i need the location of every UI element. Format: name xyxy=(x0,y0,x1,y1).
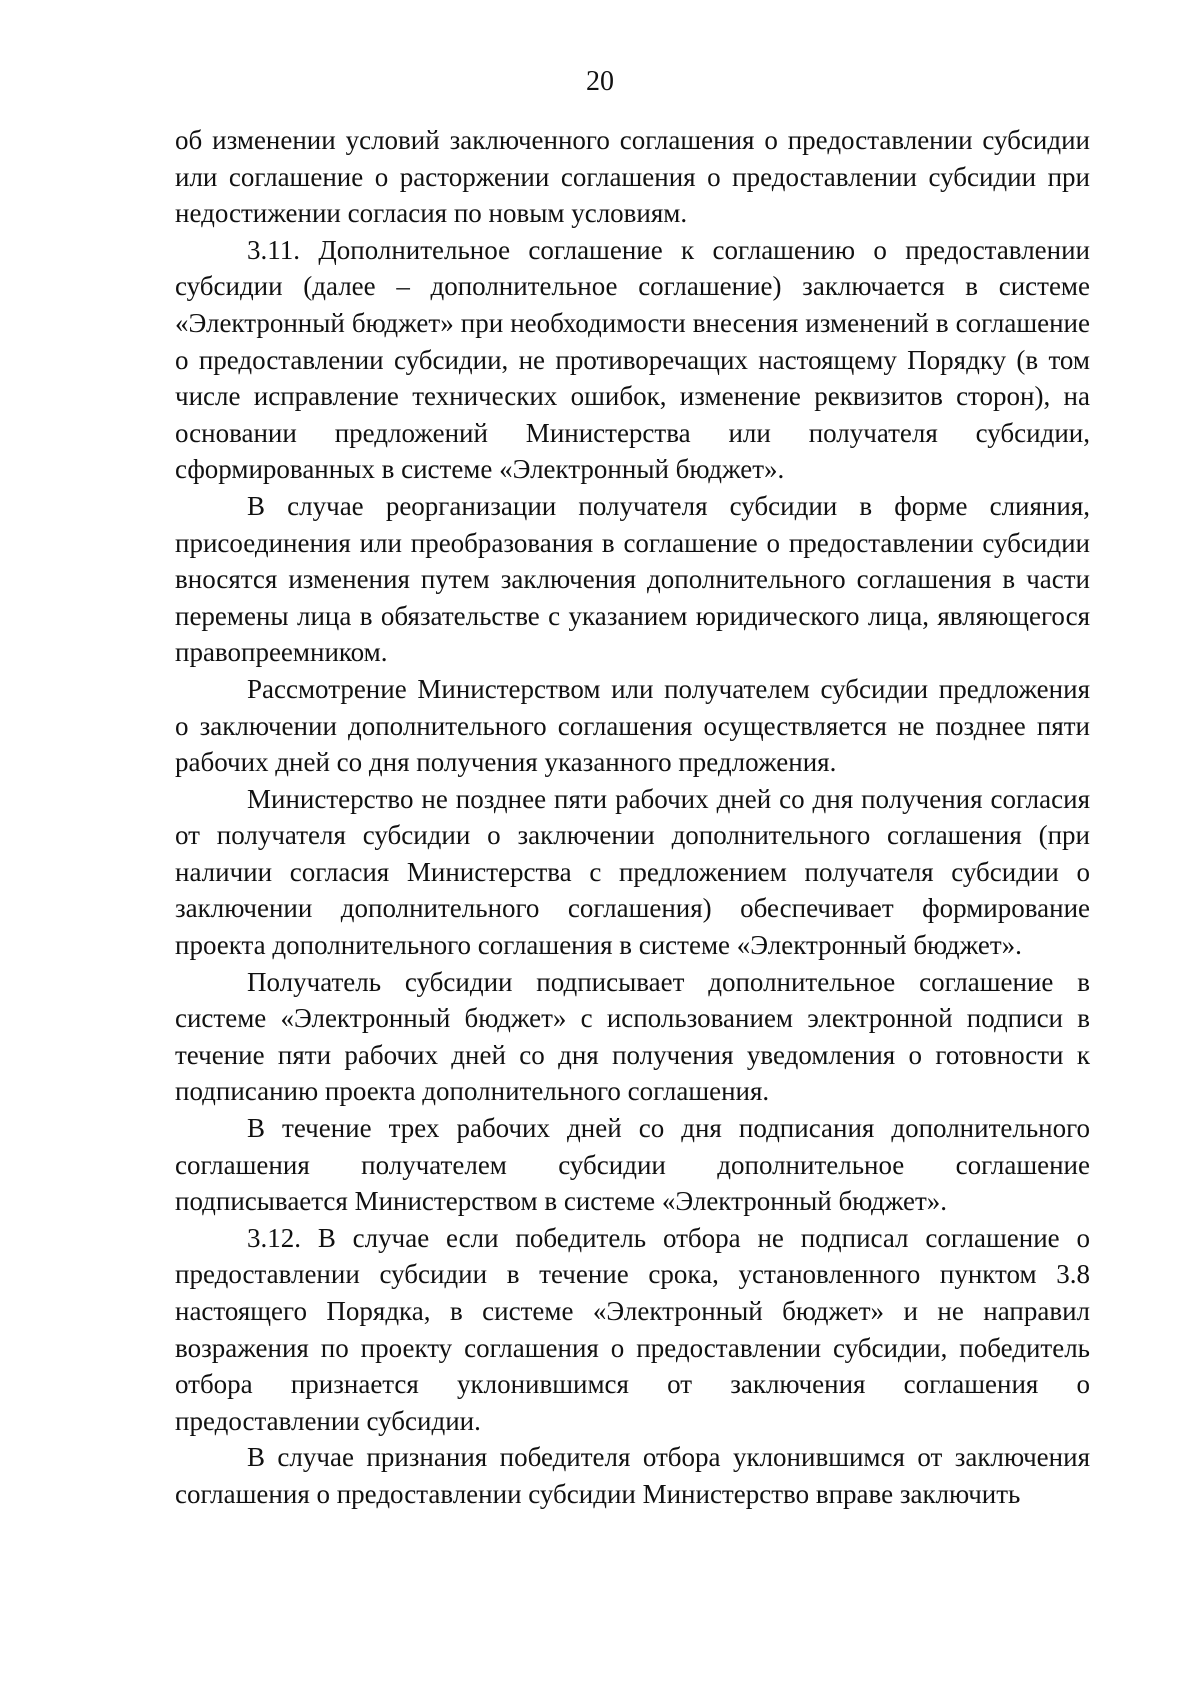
paragraph-ministry-draft: Министерство не позднее пяти рабочих дней со дня получения согласия от получателя субсидии о заключении дополнительного соглашения (при наличии согласия Министерства с предложением получателя субсидии о заключении дополнительного соглашения) обеспечивает формирование проекта дополнительного соглашения в системе «Электронный бюджет». xyxy=(175,783,1090,961)
paragraph-continuation: об изменении условий заключенного соглашения о предоставлении субсидии или соглашение о расторжении соглашения о предоставлении субсидии при недостижении согласия по новым условиям. xyxy=(175,125,1090,229)
paragraph-review: Рассмотрение Министерством или получателем субсидии предложения о заключении дополнительного соглашения осуществляется не позднее пяти рабочих дней со дня получения указанного предложения. xyxy=(175,673,1090,778)
paragraph-ministry-signs: В течение трех рабочих дней со дня подписания дополнительного соглашения получателем субсидии дополнительное соглашение подписывается Министерством в системе «Электронный бюджет». xyxy=(175,1113,1090,1217)
document-body xyxy=(175,122,1090,1513)
page-number: 20 xyxy=(586,66,614,97)
paragraph-recipient-signs: Получатель субсидии подписывает дополнительное соглашение в системе «Электронный бюджет» с использованием электронной подписи в течение пяти рабочих дней со дня получения уведомления о готовности к подписанию проекта дополнительного соглашения. xyxy=(175,966,1090,1107)
paragraph-reorganization: В случае реорганизации получателя субсидии в форме слияния, присоединения или преобразования в соглашение о предоставлении субсидии вносятся изменения путем заключения дополнительного соглашения в части перемены лица в обязательстве с указанием юридического лица, являющегося правопреемником. xyxy=(175,490,1090,668)
paragraph-3-12: 3.12. В случае если победитель отбора не подписал соглашение о предоставлении субсидии в течение срока, установленного пунктом 3.8 настоящего Порядка, в системе «Электронный бюджет» и не направил возражения по проекту соглашения о предоставлении субсидии, победитель отбора признается уклонившимся от заключения соглашения о предоставлении субсидии. xyxy=(175,1222,1090,1436)
paragraph-evasion: В случае признания победителя отбора уклонившимся от заключения соглашения о предоставлении субсидии Министерство вправе заключить xyxy=(175,1442,1090,1509)
paragraph-3-11: 3.11. Дополнительное соглашение к соглашению о предоставлении субсидии (далее – дополнительное соглашение) заключается в системе «Электронный бюджет» при необходимости внесения изменений в соглашение о предоставлении субсидии, не противоречащих настоящему Порядку (в том числе исправление технических ошибок, изменение реквизитов сторон), на основании предложений Министерства или получателя субсидии, сформированных в системе «Электронный бюджет». xyxy=(175,234,1090,485)
